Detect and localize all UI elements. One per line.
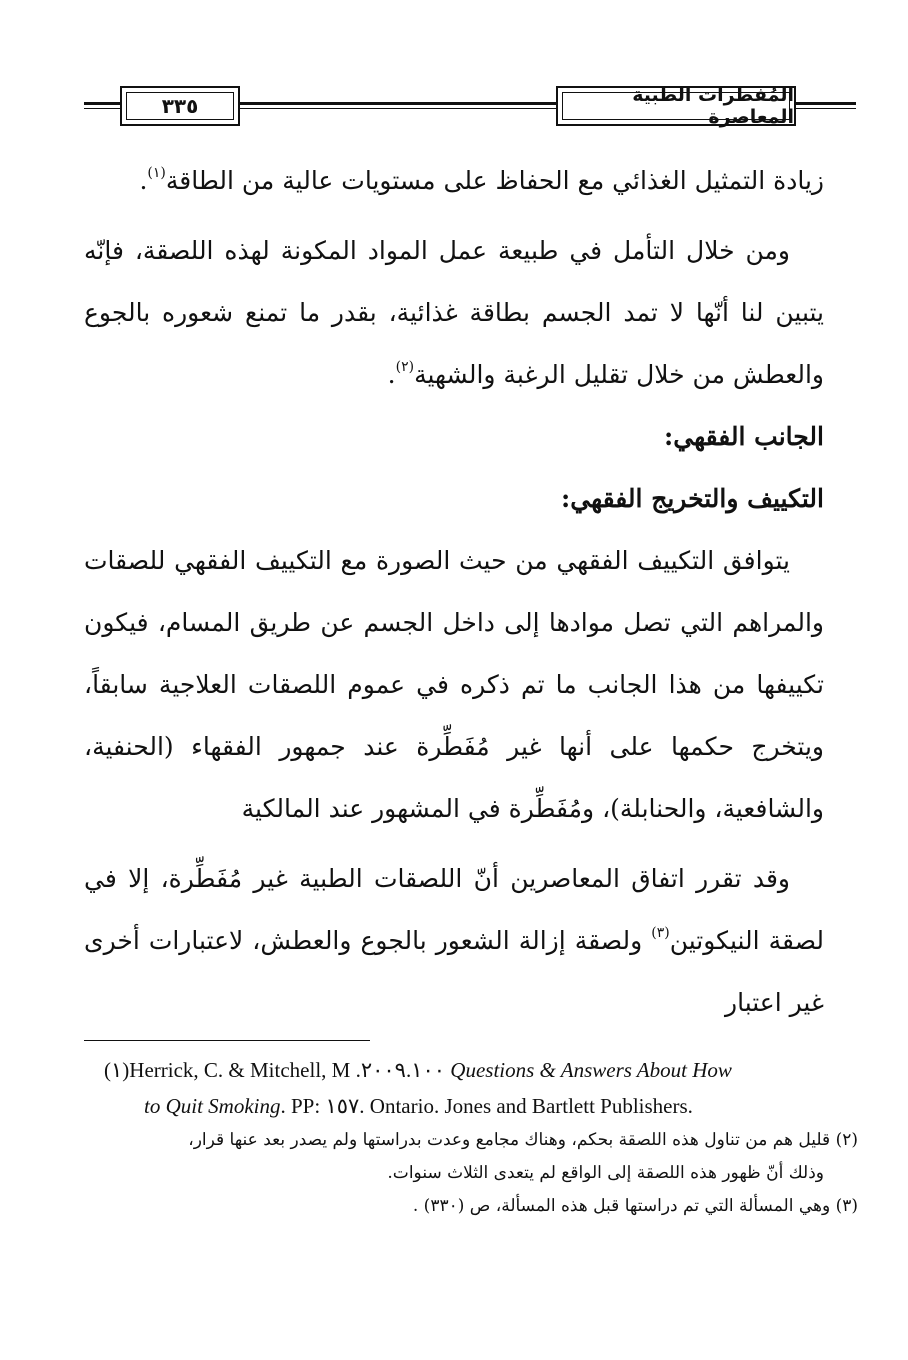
footnote-1-title-cont: to Quit Smoking	[144, 1094, 281, 1118]
footnote-1-continuation	[104, 1088, 862, 1124]
paragraph-2-end: .	[387, 360, 396, 389]
section-heading-takyif: التكييف والتخريج الفقهي:	[561, 484, 824, 513]
page-number: ٣٣٥	[161, 94, 199, 118]
footnote-ref-1[interactable]: (١)	[147, 165, 166, 181]
running-title-box	[556, 86, 796, 126]
paragraph-4-text-b: ولصقة إزالة الشعور بالجوع والعطش، لاعتبارات أخرى غير اعتبار	[84, 926, 824, 1017]
paragraph-2-text: ومن خلال التأمل في طبيعة عمل المواد المكونة لهذه اللصقة، فإنّه يتبين لنا أنّها لا تمد الجسم بطاقة غذائية، بقدر ما تمنع شعوره بالجوع والعطش من خلال تقليل الرغبة والشهية	[84, 236, 824, 389]
footnotes	[84, 1052, 862, 1223]
section-heading-fiqh: الجانب الفقهي:	[664, 422, 824, 451]
footnote-1-title: Questions & Answers About How	[450, 1058, 732, 1082]
paragraph-1-text: زيادة التمثيل الغذائي مع الحفاظ على مستويات عالية من الطاقة	[165, 166, 824, 195]
footnote-2-line-2: وذلك أنّ ظهور هذه اللصقة إلى الواقع لم يتعدى الثلاث سنوات.	[387, 1163, 824, 1183]
footnote-1-publisher: . PP: ١٥٧. Ontario. Jones and Bartlett Publishers.	[280, 1094, 693, 1118]
running-header	[84, 84, 856, 130]
running-title: المُفطرات الطبية المعاصرة	[632, 84, 794, 128]
footnote-1-marker: (١)	[104, 1058, 130, 1082]
footnote-1	[104, 1052, 862, 1124]
page-number-box	[120, 86, 240, 126]
footnote-ref-2[interactable]: (٢)	[395, 359, 415, 375]
footnote-ref-3[interactable]: (٣)	[651, 925, 670, 941]
paragraph-3: يتوافق التكييف الفقهي من حيث الصورة مع التكييف الفقهي للصقات والمراهم التي تصل موادها إلى داخل الجسم عن طريق المسام، فيكون تكييفها من هذا الجانب ما تم ذكره في عموم اللصقات العلاجية سابقاً، ويتخرج حكمها على أنها غير مُفَطِّرة عند جمهور الفقهاء (الحنفية، والشافعية، والحنابلة)، ومُفَطِّرة في المشهور عند المالكية	[84, 546, 824, 823]
paragraph-4	[84, 848, 824, 1034]
footnote-1-authors: Herrick, C. & Mitchell, M .٢٠٠٩.١٠٠	[129, 1058, 446, 1082]
page-body	[84, 150, 824, 1034]
footnote-separator	[84, 1040, 370, 1041]
footnote-3: (٣) وهي المسألة التي تم دراستها قبل هذه المسألة، ص (٣٣٠) .	[412, 1196, 858, 1216]
paragraph-1	[84, 150, 824, 212]
footnote-2-line-1: (٢) قليل هم من تناول هذه اللصقة بحكم، وهناك مجامع وعدت بدراستها ولم يصدر بعد عنها قرار،	[188, 1130, 858, 1150]
paragraph-4-text-a: وقد تقرر اتفاق المعاصرين أنّ اللصقات الطبية غير مُفَطِّرة، إلا في لصقة النيكوتين	[84, 864, 824, 955]
paragraph-2	[84, 220, 824, 406]
footnote-2	[84, 1124, 862, 1190]
paragraph-1-end: .	[139, 166, 148, 195]
